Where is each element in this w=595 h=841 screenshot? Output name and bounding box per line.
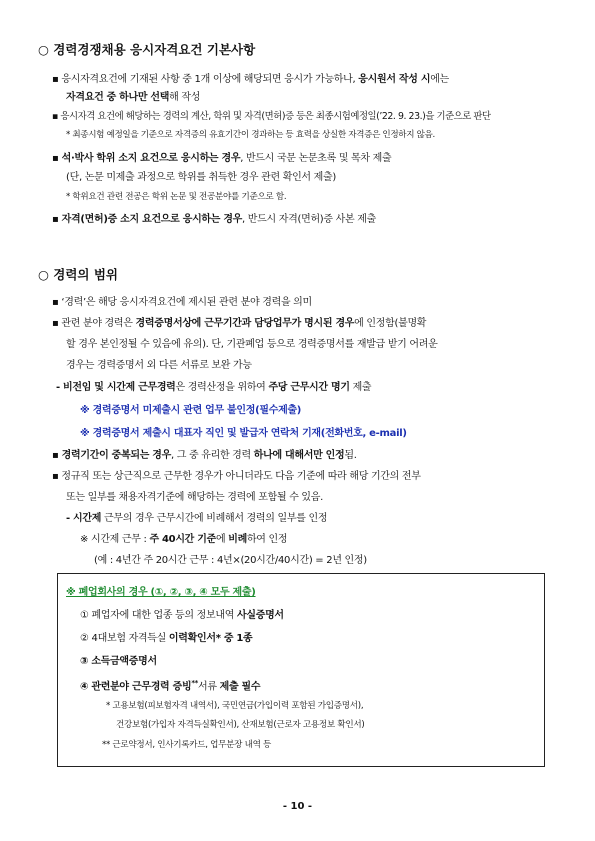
s1-bullet3 [52, 152, 391, 165]
s2-line5 [56, 381, 371, 394]
section2-title: ○ 경력의 범위 [38, 267, 118, 282]
s1-bullet4-bold: ▪ 자격(면허)증 소지 요건으로 응시하는 경우 [52, 214, 243, 225]
s2-line12-text: ※ 시간제 근무 : [80, 534, 150, 545]
closed-company-box [57, 573, 545, 767]
s1-bullet2: ▪ 응시자격 요건에 해당하는 경력의 계산, 학위 및 자격(면허)증 등은 최종시험예정일(’22. 9. 23.)을 기준으로 판단 [52, 111, 491, 122]
s1-note2: * 학위요건 관련 전공은 학위 논문 및 전공분야를 기준으로 함. [66, 192, 287, 202]
box-item3: ③ 소득금액증명서 [80, 656, 157, 667]
s2-line2 [52, 317, 426, 330]
page-number: - 10 - [282, 801, 313, 812]
s2-line9: ▪ 정규직 또는 상근직으로 근무한 경우가 아니더라도 다음 기준에 따라 해당 기간의 전부 [52, 471, 421, 482]
box-note2: 건강보험(가입자 자격득실확인서), 산재보험(근로자 고용정보 확인서) [116, 720, 365, 730]
s2-line8-bold: ▪ 경력기간이 중복되는 경우 [52, 450, 171, 461]
s1-bullet4 [52, 213, 376, 226]
box-item4-mark: ** [191, 679, 199, 687]
s1-bullet3-bold: ▪ 석·박사 학위 소지 요건으로 응시하는 경우 [52, 153, 241, 164]
s2-line5-bold2: 주당 근무시간 명기 [268, 382, 350, 393]
box-item1-text: ① 폐업자에 대한 업종 등의 정보내역 [80, 610, 237, 621]
box-item2 [80, 632, 252, 645]
s2-line12-mid: 에 [215, 534, 229, 545]
s2-line5-tail: 제출 [349, 382, 372, 393]
s2-line11-text: 근무의 경우 근무시간에 비례해서 경력의 일부를 인정 [101, 513, 328, 524]
s2-line12-bold2: 비례 [228, 534, 247, 545]
s2-line8 [52, 449, 357, 462]
box-note1: * 고용보험(피보험자격 내역서), 국민연금(가입이력 포함된 가입증명서), [106, 701, 364, 711]
s2-line7-warning: ※ 경력증명서 제출시 대표자 직인 및 발급자 연락처 기재(전화번호, e-mail) [80, 428, 407, 439]
box-title: ※ 폐업회사의 경우 (①, ②, ③, ④ 모두 제출) [66, 587, 256, 598]
s2-line1: ▪ ‘경력’은 해당 응시자격요건에 제시된 관련 분야 경력을 의미 [52, 297, 312, 308]
s2-line11-bold: - 시간제 [66, 513, 102, 524]
s1-bullet3-text: , 반드시 국문 논문초록 및 목차 제출 [240, 153, 392, 164]
box-item4 [80, 677, 260, 693]
s1-bullet1-cont [66, 91, 200, 104]
box-item1-bold: 사실증명서 [236, 610, 284, 621]
s2-line11 [66, 512, 327, 525]
s1-bullet1-cont-text: 해 작성 [169, 92, 201, 103]
s1-bullet1-cont-bold: 자격요건 중 하나만 선택 [66, 92, 170, 103]
s2-line12-tail: 하여 인정 [246, 534, 288, 545]
s2-line4: 경우는 경력증명서 외 다른 서류로 보완 가능 [66, 360, 252, 371]
s2-line3: 할 경우 본인정될 수 있음에 유의). 단, 기관폐업 등으로 경력증명서를 재발급 받기 어려운 [66, 339, 438, 350]
s2-line13-example: (예 : 4년간 주 20시간 근무 : 4년×(20시간/40시간) = 2년 인정) [94, 555, 367, 566]
s1-bullet4-text: , 반드시 자격(면허)증 사본 제출 [242, 214, 376, 225]
s2-line2-bold: 경력증명서상에 근무기간과 담당업무가 명시된 경우 [135, 318, 355, 329]
s1-bullet1-tail: 에는 [430, 74, 449, 85]
box-item4-bold: ④ 관련분야 근무경력 증빙 [80, 681, 192, 693]
s2-line12 [80, 533, 287, 546]
s2-line8-bold2: 하나에 대해서만 인정 [253, 450, 345, 461]
section1-title: ○ 경력경쟁채용 응시자격요건 기본사항 [38, 42, 256, 57]
s2-line6-warning: ※ 경력증명서 미제출시 관련 업무 불인정(필수제출) [80, 405, 302, 416]
box-item4-text: 서류 [198, 681, 220, 693]
s2-line5-bold: - 비전임 및 시간제 근무경력 [56, 382, 176, 393]
box-item1 [80, 609, 284, 622]
s1-bullet1-text: ▪ 응시자격요건에 기재된 사항 중 1개 이상에 해당되면 응시가 가능하나, [52, 74, 359, 85]
box-item2-text: ② 4대보험 자격득실 [80, 633, 169, 644]
s2-line8-text: , 그 중 유리한 경력 [170, 450, 254, 461]
box-item2-bold: 이력확인서 [168, 633, 216, 644]
box-item2-bold2: * 중 1종 [215, 633, 253, 644]
s1-note1: * 최종시험 예정일을 기준으로 자격증의 유효기간이 경과하는 등 효력을 상실한 자격증은 인정하지 않음. [66, 130, 435, 140]
s2-line2-tail: 에 인정함(불명확 [354, 318, 427, 329]
s1-bullet1-bold: 응시원서 작성 시 [358, 74, 431, 85]
s2-line12-bold: 주 40시간 기준 [149, 534, 216, 545]
s1-bullet1 [52, 73, 449, 86]
s2-line2-text: ▪ 관련 분야 경력은 [52, 318, 136, 329]
s2-line5-text: 은 경력산정을 위하여 [175, 382, 269, 393]
box-note3: ** 근로약정서, 인사기록카드, 업무분장 내역 등 [102, 740, 272, 750]
s1-bullet3-cont: (단, 논문 미제출 과정으로 학위를 취득한 경우 관련 확인서 제출) [66, 172, 336, 183]
s2-line8-tail: 됨. [344, 450, 357, 461]
box-item4-bold2: 제출 필수 [219, 681, 261, 693]
s2-line10: 또는 일부를 채용자격기준에 해당하는 경력에 포함될 수 있음. [66, 492, 324, 503]
